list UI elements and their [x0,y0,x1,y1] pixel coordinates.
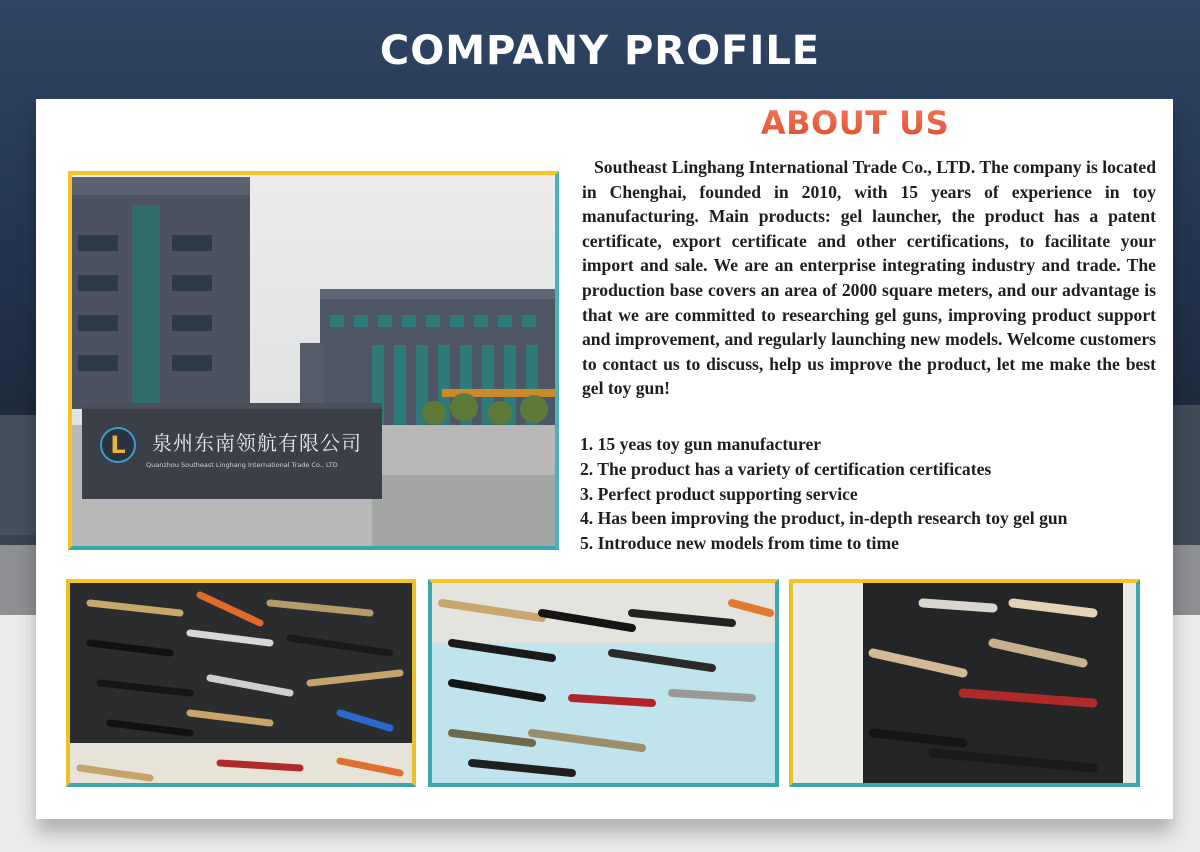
logo-letter: L [110,431,126,459]
page-title: COMPANY PROFILE [379,28,821,74]
about-us-intro: Southeast Linghang International Trade Co., LTD. The company is located in Chenghai, founded in 2010, with 15 years of experience in toy manufacturing. Main products: gel launcher, the product has a patent certificate, export certificate and other certifications, to facilitate your import and sale. We are an enterprise integrating industry and trade. The production base covers an area of 2000 square meters, and our advantage is that we are committed to researching gel guns, improving product support and improvement, and regularly launching new models. Welcome customers to contact us to discuss, help us improve the product, let me make the best gel toy gun! [582,157,1156,399]
feature-item: 4. Has been improving the product, in-depth research toy gel gun [580,508,1068,529]
factory-sign-english: Quanzhou Southeast Linghang International Trade Co., LTD [146,461,338,469]
showroom-photo-3 [789,579,1140,787]
factory-photo [68,171,559,550]
feature-list [580,432,1170,556]
feature-item: 2. The product has a variety of certification certificates [580,458,992,479]
factory-sign-chinese: 泉州东南领航有限公司 [152,431,362,455]
about-us-heading: ABOUT US [760,104,950,142]
feature-item: 5. Introduce new models from time to time [580,533,899,554]
showroom-photo-2 [428,579,779,787]
showroom-photo-1 [66,579,416,787]
feature-item: 1. 15 yeas toy gun manufacturer [580,434,822,454]
company-logo-icon [100,427,136,463]
feature-item: 3. Perfect product supporting service [580,483,858,504]
